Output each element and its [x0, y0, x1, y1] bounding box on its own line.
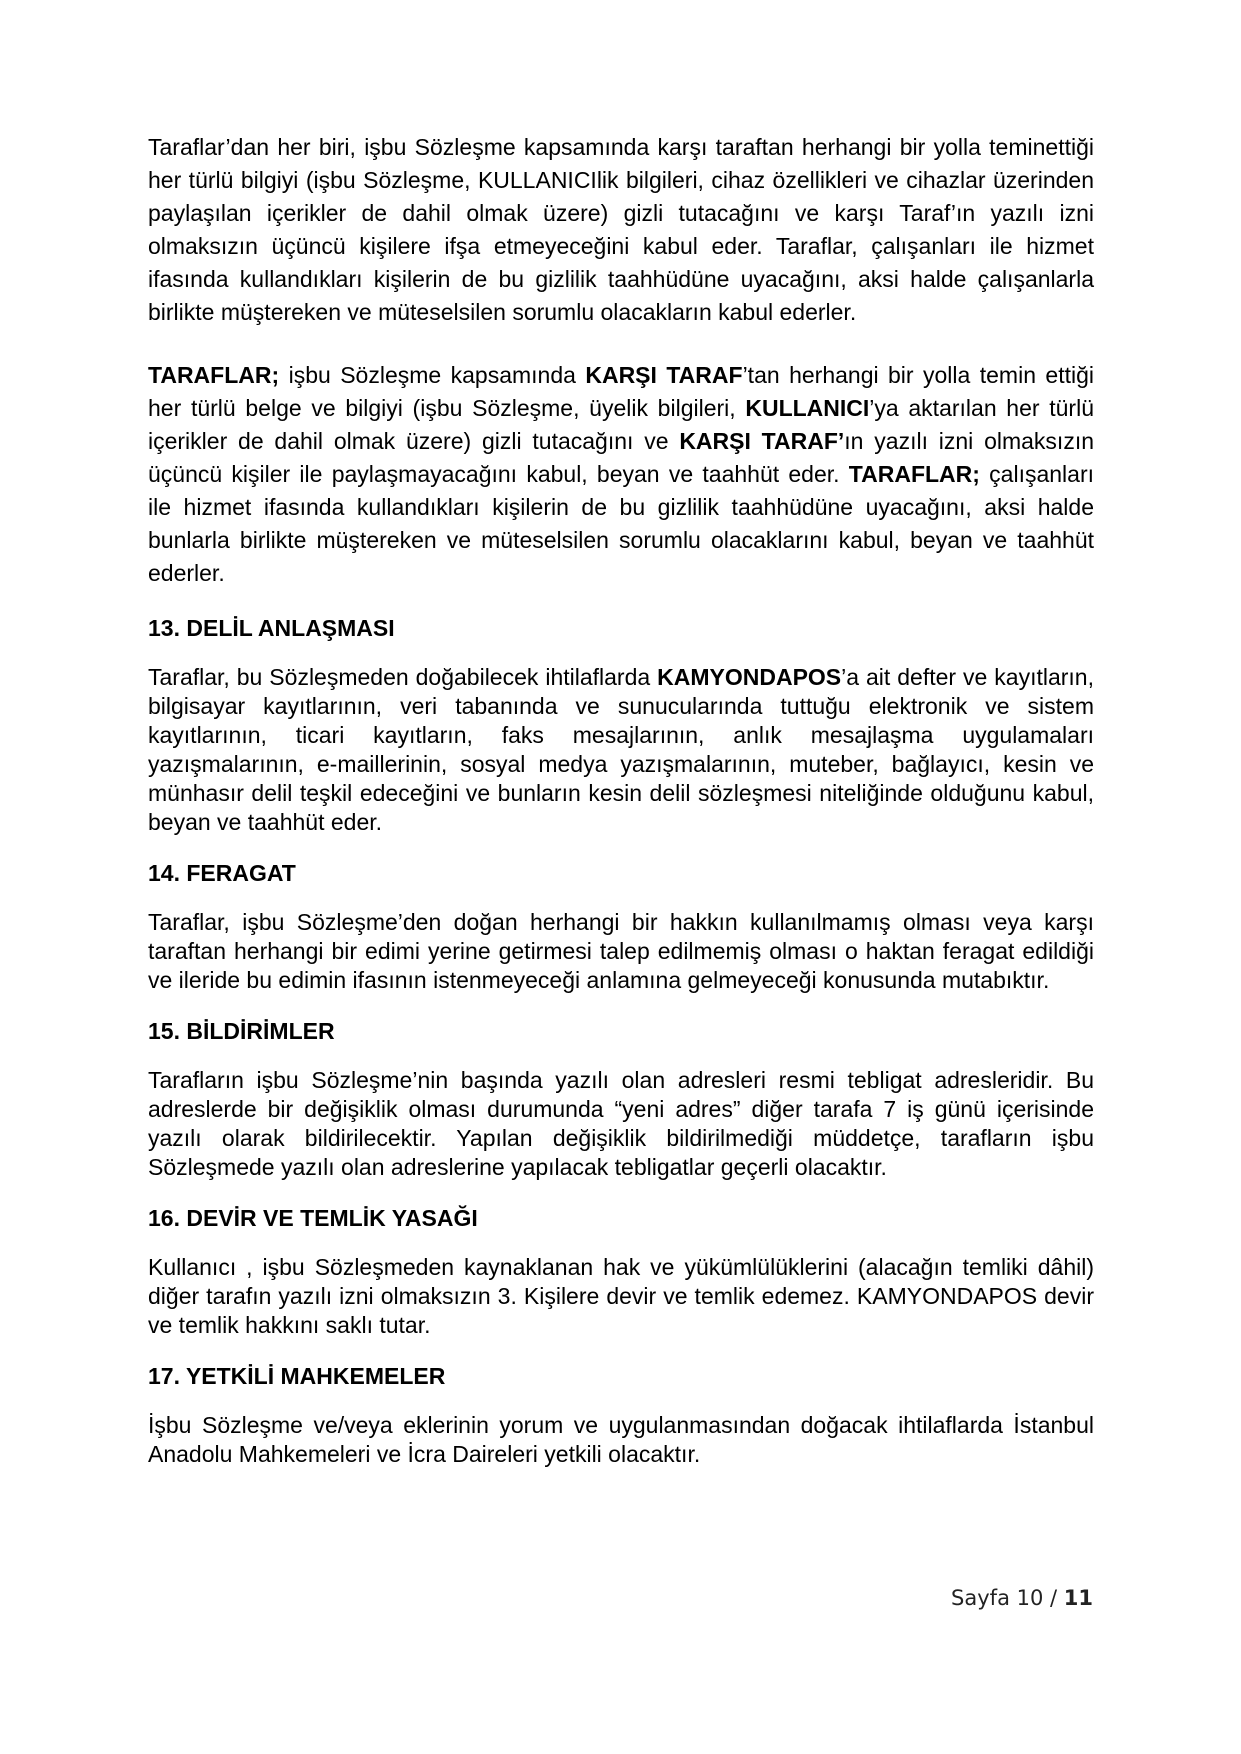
bold-term: TARAFLAR;	[848, 461, 980, 487]
bold-term: KARŞI TARAF’	[679, 428, 845, 454]
bold-term: KAMYONDAPOS	[657, 664, 842, 690]
section-16-heading: 16. DEVİR VE TEMLİK YASAĞI	[148, 1205, 478, 1231]
section-17-heading: 17. YETKİLİ MAHKEMELER	[148, 1363, 446, 1389]
section-17-text: İşbu Sözleşme ve/veya eklerinin yorum ve uygulanmasından doğacak ihtilaflarda İstanbul Anadolu Mahkemeleri ve İcra Daireleri yetkili olacaktır.	[148, 1412, 1094, 1467]
bold-term: KULLANICI	[745, 395, 870, 421]
bold-term: TARAFLAR;	[148, 362, 280, 388]
section-13-text: Taraflar, bu Sözleşmeden doğabilecek ihtilaflarda KAMYONDAPOS’a ait defter ve kayıtların, bilgisayar kayıtlarının, veri tabanında ve sunucularında tuttuğu elektronik ve sistem kayıtlarının, ticari kayıtların, faks mesajlarının, anlık mesajlaşma uygulamaları yazışmalarının, e-maillerinin, sosyal medya yazışmalarının, muteber, bağlayıcı, kesin ve münhasır delil teşkil edeceğini ve bunların kesin delil sözleşmesi niteliğinde olduğunu kabul, beyan ve taahhüt eder.	[148, 664, 1094, 835]
section-15-heading: 15. BİLDİRİMLER	[148, 1018, 335, 1044]
bold-term: KARŞI TARAF	[585, 362, 743, 388]
document-body	[148, 131, 1094, 1469]
section-15-text: Tarafların işbu Sözleşme’nin başında yazılı olan adresleri resmi tebligat adresleridir. Bu adreslerde bir değişiklik olması durumunda “yeni adres” diğer tarafa 7 iş günü içerisinde yazılı olarak bildirilecektir. Yapılan değişiklik bildirilmediği müddetçe, tarafların işbu Sözleşmede yazılı olan adreslerine yapılacak tebligatlar geçerli olacaktır.	[148, 1067, 1094, 1180]
confidentiality-paragraph-1: Taraflar’dan her biri, işbu Sözleşme kapsamında karşı taraftan herhangi bir yolla teminettiği her türlü bilgiyi (işbu Sözleşme, KULLANICIlik bilgileri, cihaz özellikleri ve cihazlar üzerinden paylaşılan içerikler de dahil olmak üzere) gizli tutacağını ve karşı Taraf’ın yazılı izni olmaksızın üçüncü kişilere ifşa etmeyeceğini kabul eder. Taraflar, çalışanları ile hizmet ifasında kullandıkları kişilerin de bu gizlilik taahhüdüne uyacağını, aksi halde çalışanlarla birlikte müştereken ve müteselsilen sorumlu olacakların kabul ederler.	[148, 134, 1094, 325]
confidentiality-paragraph-2: TARAFLAR; işbu Sözleşme kapsamında KARŞI TARAF’tan herhangi bir yolla temin ettiği her türlü belge ve bilgiyi (işbu Sözleşme, üyelik bilgileri, KULLANICI’ya aktarılan her türlü içerikler de dahil olmak üzere) gizli tutacağını ve KARŞI TARAF’ın yazılı izni olmaksızın üçüncü kişiler ile paylaşmayacağını kabul, beyan ve taahhüt eder. TARAFLAR; çalışanları ile hizmet ifasında kullandıkları kişilerin de bu gizlilik taahhüdüne uyacağını, aksi halde bunlarla birlikte müştereken ve müteselsilen sorumlu olacaklarını kabul, beyan ve taahhüt ederler.	[148, 362, 1095, 586]
section-16-text: Kullanıcı , işbu Sözleşmeden kaynaklanan hak ve yükümlülüklerini (alacağın temliki dâhil) diğer tarafın yazılı izni olmaksızın 3. Kişilere devir ve temlik edemez. KAMYONDAPOS devir ve temlik hakkını saklı tutar.	[148, 1254, 1094, 1338]
section-13-heading: 13. DELİL ANLAŞMASI	[148, 615, 395, 641]
section-14-text: Taraflar, işbu Sözleşme’den doğan herhangi bir hakkın kullanılmamış olması veya karşı taraftan herhangi bir edimi yerine getirmesi talep edilmemiş olması o haktan feragat edildiği ve ileride bu edimin ifasının istenmeyeceği anlamına gelmeyeceği konusunda mutabıktır.	[148, 909, 1094, 993]
section-14-heading: 14. FERAGAT	[148, 860, 296, 886]
page-number: Sayfa 10 / 11	[951, 1586, 1093, 1610]
